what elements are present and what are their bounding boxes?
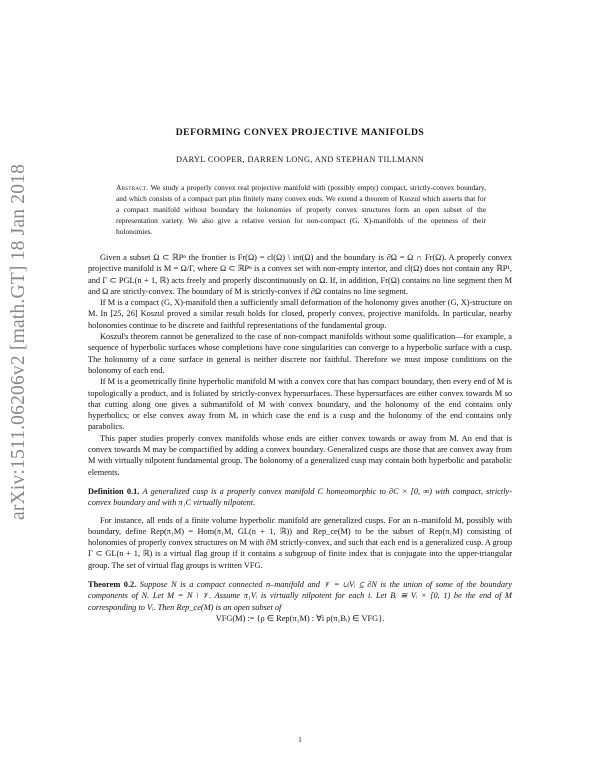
paragraph: This paper studies properly convex manifolds whose ends are either convex towards or away from M. An end that is convex towards M may be compactified by adding a convex boundary. Generalized cusps are those that are convex away from M with virtually nilpotent fundamental group. The holonomy of a generalized cusp may contain both hyperbolic and parabolic elements. — [88, 433, 512, 477]
abstract-label: Abstract. — [116, 183, 149, 192]
theorem-text: Suppose N is a compact connected n–manifold and 𝒱 = ∪ᵢVᵢ ⊆ ∂N is the union of some of the boundary components of N. Let M = N \ 𝒱. Assume π₁Vᵢ is virtually nilpotent for each i. Let Bᵢ ≅ Vᵢ × [0, 1) be the end of M corresponding to Vᵢ. Then Rep_ce(M) is an open subset of — [88, 580, 512, 612]
abstract-text: We study a properly convex real projective manifold with (possibly empty) compact, strictly-convex boundary, and which consists of a compact part plus finitely many convex ends. We extend a theorem of Koszul which asserts that for a compact manifold without boundary the holonomies of properly convex structures form an open subset of the representation variety. We also give a relative version for non-compact (G, X)-manifolds of the openness of their holonomies. — [116, 183, 486, 237]
theorem-display-equation: VFG(M) := {ρ ∈ Rep(π₁M) : ∀i ρ(π₁Bᵢ) ∈ VFG}. — [215, 613, 385, 623]
author-list: DARYL COOPER, DARREN LONG, AND STEPHAN TILLMANN — [175, 155, 425, 164]
paragraph: For instance, all ends of a finite volume hyperbolic manifold are generalized cusps. For an n–manifold M, possibly with boundary, define Rep(π₁M) = Hom(π₁M, GL(n + 1, ℝ)) and Rep_ce(M) to be the subset of Rep(π₁M) consisting of holonomies of properly convex structures on M with ∂M strictly-convex, and such that each end is a generalized cusp. A group Γ ⊂ GL(n + 1, ℝ) is a virtual flag group if it contains a subgroup of finite index that is conjugate into the upper-triangular group. The set of virtual flag groups is written VFG. — [88, 515, 512, 570]
theorem-heading: Theorem 0.2. — [88, 580, 137, 590]
paper-body — [88, 252, 512, 624]
definition-heading: Definition 0.1. — [88, 486, 140, 496]
definition-text: A generalized cusp is a properly convex manifold C homeomorphic to ∂C × [0, ∞) with compact, strictly-convex boundary and with π₁C virtually nilpotent. — [88, 486, 513, 508]
theorem-block — [88, 579, 512, 624]
definition-block — [88, 486, 512, 509]
page-number: 1 — [298, 736, 302, 744]
paragraph: If M is a geometrically finite hyperbolic manifold M with a convex core that has compact boundary, then every end of M is topologically a product, and is foliated by strictly-convex hypersurfaces. These hypersurfaces are either convex towards M so that cutting along one gives a submanifold of M with convex boundary, and the holonomy of the end contains only hyperbolics; or else convex away from M, in which case the end is a cusp and the holonomy of the end contains only parabolics. — [88, 377, 512, 432]
abstract — [116, 182, 486, 237]
paragraph: Given a subset Ω ⊂ ℝPⁿ the frontier is Fr(Ω) = cl(Ω) \ int(Ω) and the boundary is ∂Ω = Ω ∩ Fr(Ω). A properly convex projective manifold is M = Ω/Γ, where Ω ⊂ ℝPⁿ is a convex set with non-empty interior, and cl(Ω) does not contain any ℝP¹, and Γ ⊂ PGL(n + 1, ℝ) acts freely and properly discontinuously on Ω. If, in addition, Fr(Ω) contains no line segment then M and Ω are strictly-convex. The boundary of M is strictly-convex if ∂Ω contains no line segment. — [88, 253, 512, 296]
paragraph: Koszul's theorem cannot be generalized to the case of non-compact manifolds without some qualification—for example, a sequence of hyperbolic surfaces whose completions have cone singularities can converge to a hyperbolic surface with a cusp. The holonomy of a cone surface in general is neither discrete nor faithful. Therefore we must impose conditions on the holonomy of each end. — [88, 332, 512, 375]
arxiv-identifier: arXiv:1511.06206v2 [math.GT] 18 Jan 2018 — [8, 163, 29, 520]
paper-title: DEFORMING CONVEX PROJECTIVE MANIFOLDS — [175, 127, 425, 138]
paragraph: If M is a compact (G, X)-manifold then a sufficiently small deformation of the holonomy gives another (G, X)-structure on M. In [25, 26] Koszul proved a similar result holds for closed, properly convex, projective manifolds. In particular, nearby holonomies continue to be discrete and faithful representations of the fundamental group. — [88, 298, 512, 330]
